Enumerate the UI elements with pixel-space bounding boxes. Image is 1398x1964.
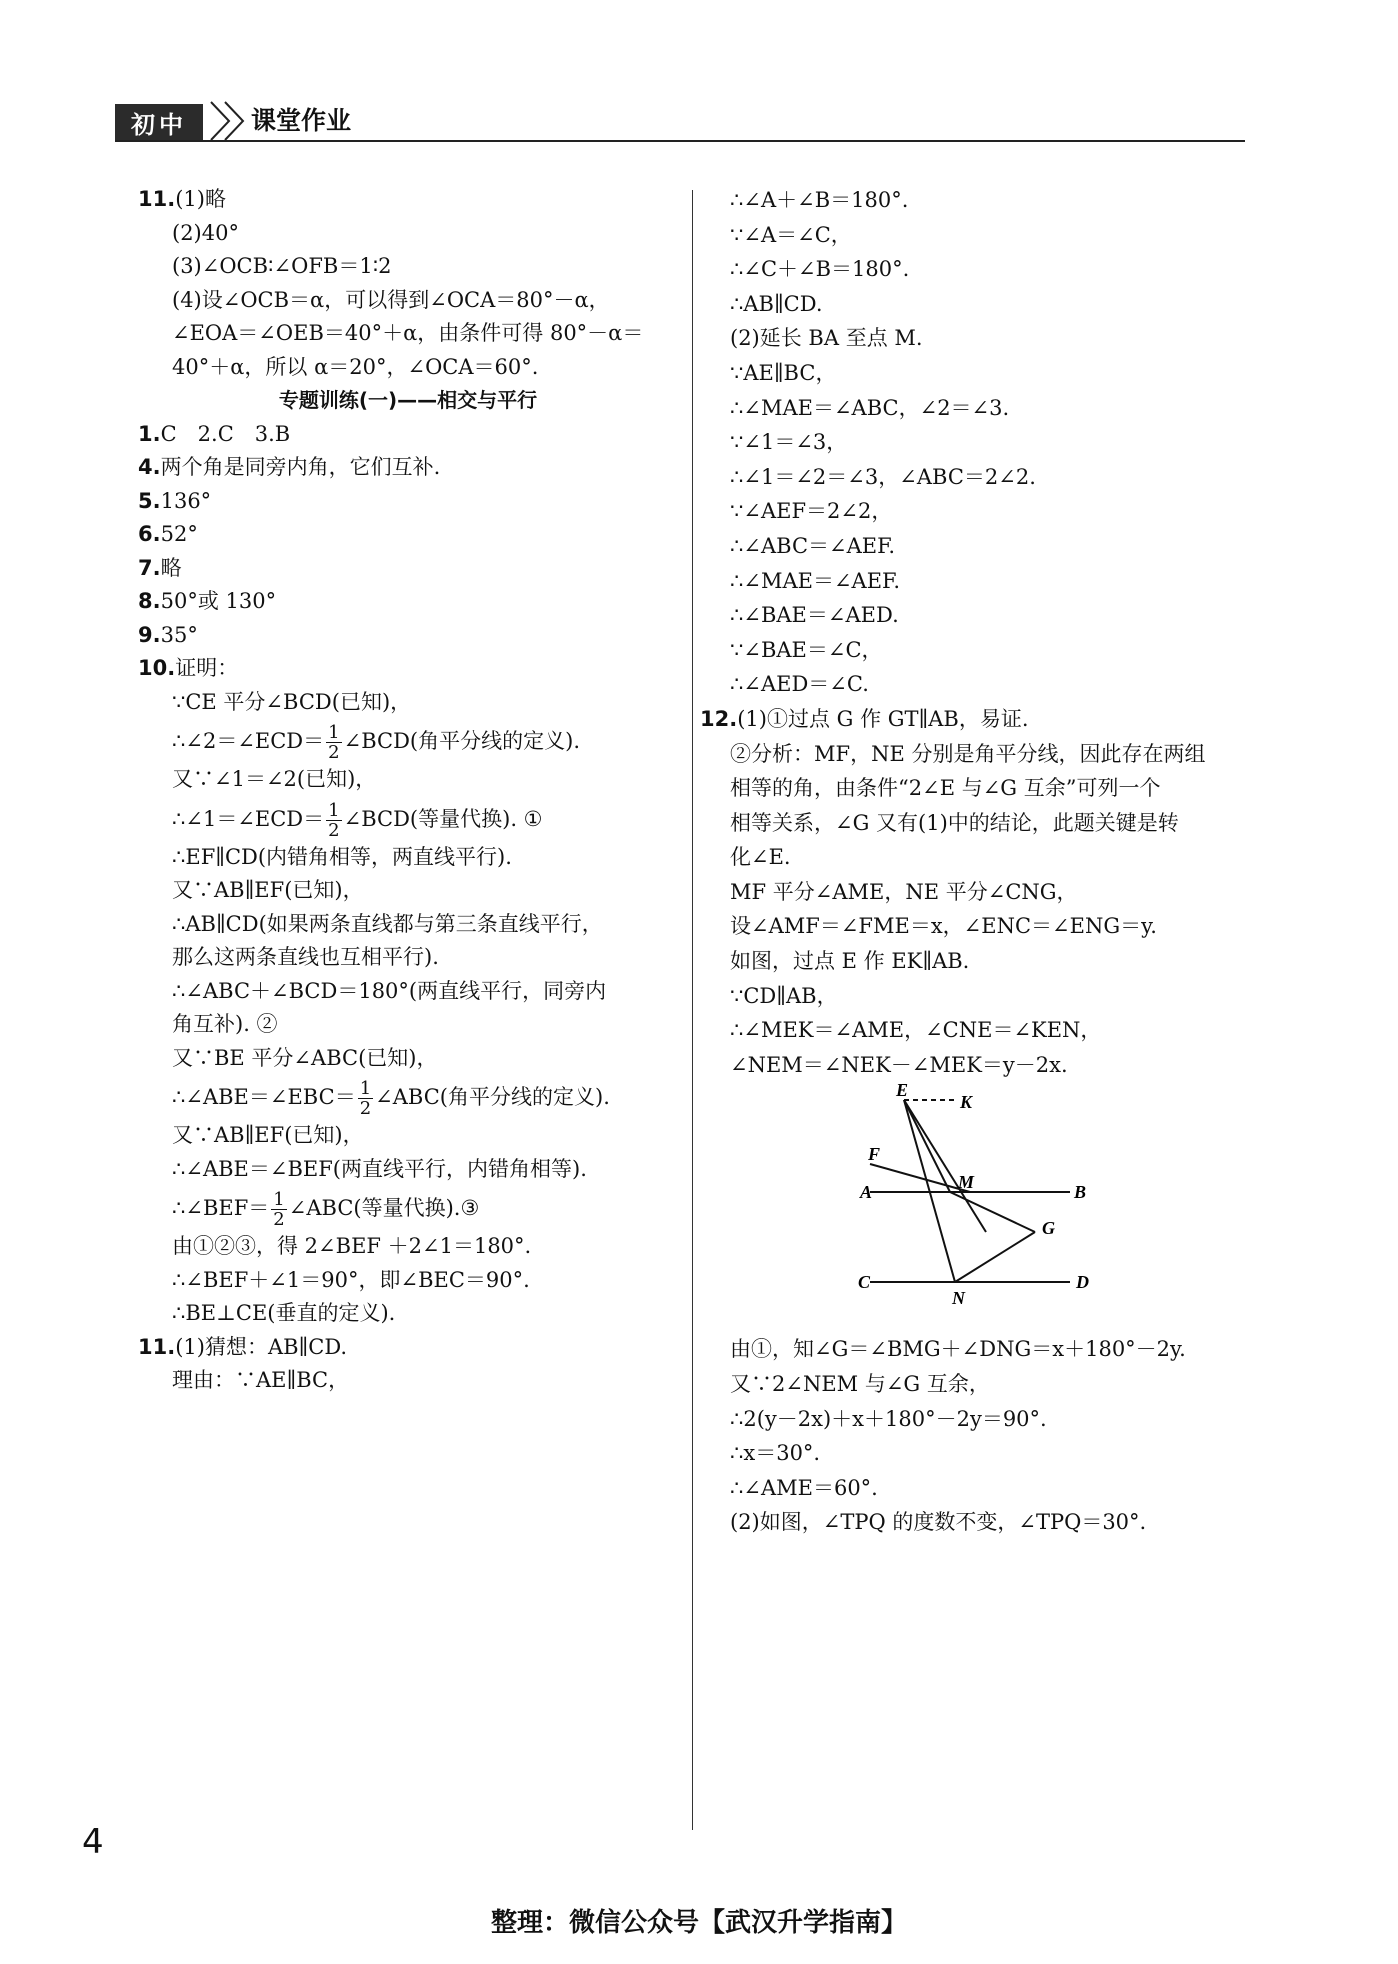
question-number: 6. [138,522,161,546]
proof-line: 相等关系，∠G 又有(1)中的结论，此题关键是转 [730,810,1179,835]
question-number: 11. [138,1334,176,1359]
point-label-c: C [858,1272,871,1293]
answer-line [138,183,678,217]
proof-line: (3)∠OCB∶∠OFB＝1∶2 [172,254,392,278]
line-mg [950,1192,1035,1232]
answer-text: 两个角是同旁内角，它们互补. [160,455,441,479]
proof-line: 如图，过点 E 作 EK∥AB. [730,949,970,974]
proof-line: 又∵2∠NEM 与∠G 互余， [730,1372,990,1397]
fraction [271,1190,286,1229]
answer-line [138,451,678,485]
right-column [700,183,1250,1540]
proof-line: ∴BE⊥CE(垂直的定义). [172,1301,396,1325]
fraction-numerator: 1 [359,1078,372,1099]
point-label-e: E [896,1082,909,1101]
header-title: 课堂作业 [251,106,352,135]
proof-text: ∴∠BEF＝ [172,1196,270,1220]
answer-text: (1)猜想：AB∥CD. [175,1334,348,1359]
proof-text: ∠BCD(等量代换). ① [343,806,543,831]
proof-line: ∴∠A＋∠B＝180°. [730,188,909,212]
proof-line-fraction [138,797,678,841]
proof-line: 40°＋α，所以 α＝20°，∠OCA＝60°. [172,354,539,379]
line-ng [955,1232,1035,1282]
proof-line: (2)延长 BA 至点 M. [730,326,923,351]
proof-line: ∴∠BEF＋∠1＝90°，即∠BEC＝90°. [172,1267,530,1292]
proof-text: ∴∠1＝∠ECD＝ [172,806,325,831]
fraction-numerator: 1 [328,722,340,743]
answer-line [138,1331,678,1365]
fraction-denominator: 2 [359,1098,372,1119]
proof-line: ∴∠MAE＝∠ABC，∠2＝∠3. [730,395,1010,420]
proof-line: (4)设∠OCB＝α，可以得到∠OCA＝80°－α， [172,287,610,312]
proof-line: (2)如图，∠TPQ 的度数不变，∠TPQ＝30°. [730,1510,1147,1535]
line-eg [904,1100,986,1232]
proof-line: 理由：∵AE∥BC， [172,1368,350,1392]
answer-line [138,485,678,519]
proof-line: ∴2(y－2x)＋x＋180°－2y＝90°. [730,1406,1047,1431]
proof-line: ②分析：MF，NE 分别是角平分线，因此存在两组 [730,741,1206,766]
proof-line: ∴∠BAE＝∠AED. [730,603,899,628]
question-number: 9. [138,622,161,647]
proof-line: 那么这两条直线也互相平行). [172,945,439,969]
point-label-m: M [958,1172,975,1193]
answer-text: (1)略 [175,187,226,211]
proof-line: ∴∠MEK＝∠AME，∠CNE＝∠KEN， [730,1018,1102,1043]
line-fm [870,1164,970,1192]
proof-line-fraction [138,1075,678,1119]
level-tag: 初中 [115,104,203,140]
proof-text: ∠BCD(角平分线的定义). [343,729,580,753]
proof-line: 由①，知∠G＝∠BMG＋∠DNG＝x＋180°－2y. [730,1337,1186,1362]
proof-line: 相等的角，由条件“2∠E 与∠G 互余”可列一个 [730,776,1161,801]
page-number: 4 [82,1822,104,1862]
footer-credit: 整理：微信公众号【武汉升学指南】 [490,1908,907,1938]
point-label-k: K [960,1092,973,1113]
answer-text: 136° [160,488,212,513]
proof-line: ∵∠A＝∠C， [730,222,852,247]
proof-line-fraction [138,719,678,763]
question-number: 7. [138,555,161,580]
proof-line: ∴∠AME＝60°. [730,1475,878,1500]
proof-line: 又∵AB∥EF(已知)， [172,1123,364,1147]
proof-line: 又∵∠1＝∠2(已知)， [172,767,377,791]
column-divider [692,190,693,1830]
answer-text: 50°或 130° [160,589,277,613]
proof-line: MF 平分∠AME，NE 平分∠CNG， [730,879,1078,904]
fraction [326,723,341,762]
fraction-denominator: 2 [273,1209,285,1230]
point-label-d: D [1076,1272,1089,1293]
answer-text: 35° [160,622,198,647]
answer-line [138,552,678,586]
left-column [138,183,678,1398]
proof-line: ∠EOA＝∠OEB＝40°＋α，由条件可得 80°－α＝ [172,321,644,345]
point-label-f: F [868,1144,881,1165]
proof-line: 设∠AMF＝∠FME＝x，∠ENC＝∠ENG＝y. [730,914,1157,939]
fraction-numerator: 1 [273,1189,285,1210]
proof-line: ∴∠1＝∠2＝∠3，∠ABC＝2∠2. [730,464,1036,489]
proof-line: 化∠E. [730,845,791,870]
proof-line: ∴∠AED＝∠C. [730,672,869,697]
question-number: 4. [138,455,161,479]
proof-line: ∴∠MAE＝∠AEF. [730,568,901,593]
proof-line: ∴EF∥CD(内错角相等，两直线平行). [172,844,512,869]
proof-line-fraction [138,1186,678,1230]
proof-line: ∵∠1＝∠3， [730,430,848,455]
proof-line: 角互补). ② [172,1012,278,1036]
geometry-figure [720,1082,1240,1332]
point-label-a: A [860,1182,873,1203]
question-number: 10. [138,656,176,680]
point-label-b: B [1074,1182,1087,1203]
answer-text: C 2.C 3.B [160,421,291,446]
fraction-denominator: 2 [328,742,340,763]
double-chevron-icon [207,100,255,142]
fraction-denominator: 2 [328,819,340,841]
proof-line: ∵CD∥AB， [730,983,838,1008]
answer-text: (1)①过点 G 作 GT∥AB，易证. [737,706,1029,731]
proof-line: 又∵AB∥EF(已知)， [172,878,364,902]
question-number: 12. [700,706,738,731]
point-label-g: G [1042,1218,1055,1239]
answer-line [700,702,1250,737]
proof-line: ∵AE∥BC， [730,360,837,385]
point-label-n: N [952,1288,965,1309]
proof-line: ∴∠ABC＝∠AEF. [730,533,896,558]
proof-text: ∴∠ABE＝∠EBC＝ [172,1085,356,1109]
answer-text: 证明： [175,656,239,680]
answer-line [138,585,678,619]
fraction-numerator: 1 [328,799,340,821]
header-rule [115,140,1245,142]
section-title: 专题训练(一)——相交与平行 [278,388,538,412]
proof-line: ∵∠AEF＝2∠2， [730,499,893,524]
proof-line: ∠NEM＝∠NEK－∠MEK＝y－2x. [730,1052,1068,1077]
proof-line: ∴∠ABE＝∠BEF(两直线平行，内错角相等). [172,1156,587,1181]
answer-line [138,619,678,653]
fraction [358,1079,373,1118]
line-em [904,1100,950,1192]
answer-text: 52° [160,522,198,546]
proof-line: ∵CE 平分∠BCD(已知)， [172,689,412,714]
question-number: 5. [138,488,161,513]
question-number: 11. [138,187,176,211]
proof-line: ∴x＝30°. [730,1441,821,1466]
question-number: 8. [138,589,161,613]
answer-text: 略 [160,555,182,580]
proof-line: ∴AB∥CD(如果两条直线都与第三条直线平行， [172,911,603,936]
proof-line: 又∵BE 平分∠ABC(已知)， [172,1045,438,1070]
proof-line: 由①②③，得 2∠BEF ＋2∠1＝180°. [172,1234,532,1258]
proof-text: ∠ABC(等量代换).③ [288,1196,480,1220]
proof-line: ∴∠C＋∠B＝180°. [730,257,910,282]
question-number: 1. [138,421,161,446]
page-header [115,100,1245,142]
answer-line [138,518,678,552]
proof-line: ∴∠ABC＋∠BCD＝180°(两直线平行，同旁内 [172,978,607,1003]
proof-line: ∴AB∥CD. [730,291,823,316]
answer-line [138,652,678,686]
proof-text: ∴∠2＝∠ECD＝ [172,729,325,753]
figure-wrap [720,1082,1240,1332]
proof-line: (2)40° [172,220,239,245]
answer-line [138,418,678,452]
fraction [326,801,341,840]
proof-line: ∵∠BAE＝∠C， [730,637,883,662]
proof-text: ∠ABC(角平分线的定义). [375,1085,610,1109]
